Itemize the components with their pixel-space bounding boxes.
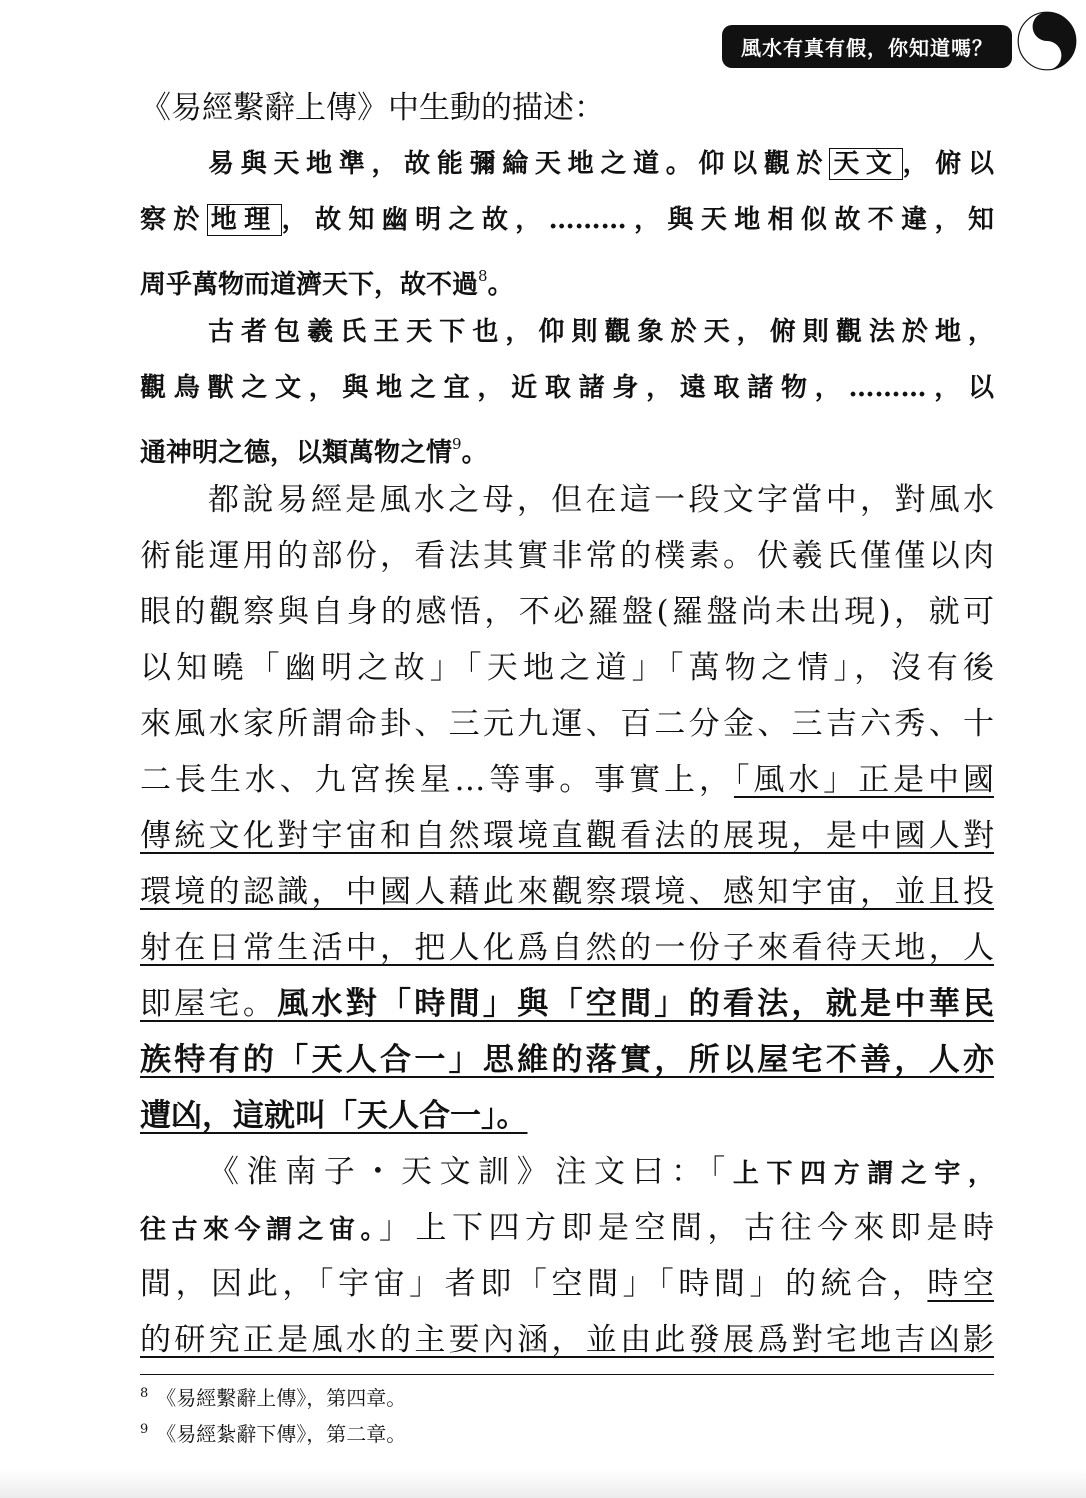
footnote-ref-8: 8 [478,267,488,285]
boxed-term-dili: 地理 [207,204,282,236]
quote-block-2: 古者包羲氏王天下也，仰則觀象於天，俯則觀法於地， 觀鳥獸之文，與地之宜，近取諸身，遠取諸物，………，以 通神明之德，以類萬物之情$^9$。 [140,317,994,468]
paragraph-2: 《淮南子・天文訓》注文曰：「上下四方謂之宇， 往古來今謂之宙。」上下四方即是空間，古往今來即是時 間，因此，「宇宙」者即「空間」「時間」的統合，時空 的研究正是風水的主要內涵，並由此發展爲對宅地吉凶影 [140,1154,994,1358]
boxed-term-tianwen: 天文 [829,148,902,180]
footnote-ref-9: 9 [452,435,462,453]
chapter-title-tab: 風水有真有假，你知道嗎？ [722,25,1012,68]
intro-line: 《易經繫辭上傳》中生動的描述： [140,90,605,126]
page-bottom-shadow [0,1470,1086,1498]
footnote-8: $^8$ 《易經繫辭上傳》，第四章。 [140,1386,407,1410]
quote-block-1: 易與天地準，故能彌綸天地之道。仰以觀於 天文 ，俯以 察於 地理 ，故知幽明之故，………，與天地相似故不違，知 周乎萬物而道濟天下，故不過$^8$。 [140,149,994,300]
page-body [140,80,994,1368]
footnote-divider [140,1374,994,1375]
footnote-9: $^9$ 《易經紮辭下傳》，第二章。 [140,1422,407,1446]
yin-yang-icon [1017,11,1077,71]
paragraph-1: 都說易經是風水之母，但在這一段文字當中，對風水 術能運用的部份，看法其實非常的樸素。伏羲氏僅僅以肉 眼的觀察與自身的感悟，不必羅盤(羅盤尚未出現)，就可 以知曉「幽明之故」「天地之道」「萬物之情」，沒有後 來風水家所謂命卦、三元九運、百二分金、三吉六秀、十 二長生水、九宮挨星…等事。事實上，「風水」正是中國 傳統文化對宇宙和自然環境直觀看法的展現，是中國人對 環境的認識，中國人藉此來觀察環境、感知宇宙，並且投 射在日常生活中，把人化爲自然的一份子來看待天地，人 即屋宅。風水對「時間」與「空間」的看法，就是中華民 族特有的「天人合一」思維的落實，所以屋宅不善，人亦 遭凶，這就叫「天人合一」。 [140,482,994,1134]
